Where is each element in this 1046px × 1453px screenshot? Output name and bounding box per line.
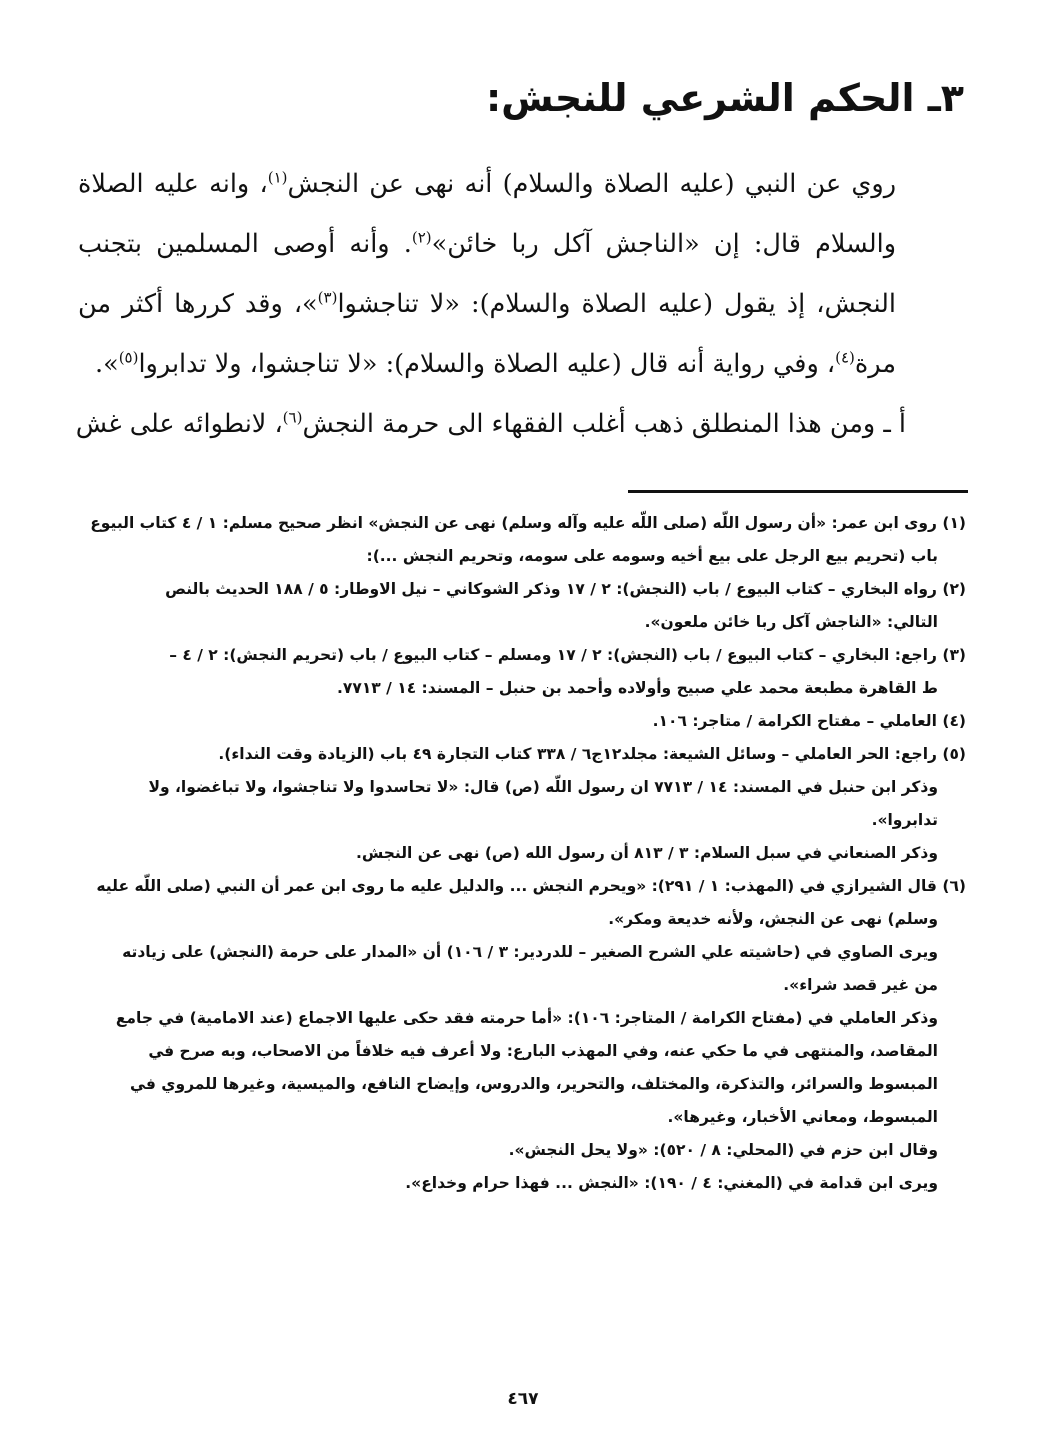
footnote-ref-2[interactable]: (٢): [411, 228, 432, 247]
footnote-2: [78, 573, 966, 639]
footnote-4: [78, 705, 966, 738]
footnote-ref-4[interactable]: (٤): [835, 348, 855, 367]
text-segment: »، وقد كررها أكثر من مرة: [78, 289, 896, 379]
footnote-line: المبسوط، ومعاني الأخبار، وغيرها».: [667, 1108, 938, 1126]
footnote-line: وذكر الصنعاني في سبل السلام: ٣ / ٨١٣ أن رسول الله (ص) نهى عن النجش.: [355, 844, 938, 862]
footnote-line: ويرى ابن قدامة في (المغني: ٤ / ١٩٠): «النجش ... فهذا حرام وخداع».: [405, 1174, 938, 1192]
footnote-line: التالي: «الناجش آكل ربا خائن ملعون».: [644, 613, 938, 631]
text-segment: ».: [94, 349, 119, 379]
text-segment: ، وانه عليه الصلاة والسلام قال: إن «الناجش آكل ربا خائن»: [78, 169, 897, 259]
footnote-line: وسلم) نهى عن النجش، ولأنه خديعة ومكر».: [608, 910, 938, 928]
footnote-line: (٢) رواه البخاري – كتاب البيوع / باب (النجش): ٢ / ١٧ وذكر الشوكاني – نيل الاوطار: ٥ / ١٨٨ الحديث بالنص: [165, 580, 966, 598]
footnote-line: وقال ابن حزم في (المحلي: ٨ / ٥٢٠): «ولا يحل النجش».: [508, 1141, 938, 1159]
text-segment: أ ـ ومن هذا المنطلق ذهب أغلب الفقهاء الى حرمة النجش: [302, 409, 906, 439]
paragraph-2: [75, 394, 966, 454]
footnote-line: (٦) قال الشيرازي في (المهذب: ١ / ٢٩١): «ويحرم النجش ... والدليل عليه ما روى ابن عمر أن النبي (صلى اللّه عليه: [96, 877, 966, 895]
footnote-line: المقاصد، والمنتهى في ما حكي عنه، وفي المهذب البارع: ولا أعرف فيه خلافاً من الاصحاب، وبه صرح في: [148, 1042, 938, 1060]
footnote-6: [78, 870, 966, 1200]
footnote-line: وذكر العاملي في (مفتاح الكرامة / المتاجر: ١٠٦): «أما حرمته فقد حكى عليها الاجماع (عند الامامية) في جامع: [115, 1009, 938, 1027]
footnote-line: المبسوط والسرائر، والتذكرة، والمختلف، والتحرير، والدروس، وإيضاح النافع، والميسية، وغيرها للمروي في: [130, 1075, 938, 1093]
text-segment: ، وفي رواية أنه قال (عليه الصلاة والسلام): «لا تناجشوا، ولا تدابروا: [138, 349, 836, 379]
section-heading: ٣ـ الحكم الشرعي للنجش:: [485, 76, 964, 120]
footnote-line: (٥) راجع: الحر العاملي – وسائل الشيعة: مجلد١٢ج٦ / ٣٣٨ كتاب التجارة ٤٩ باب (الزيادة وقت النداء).: [218, 745, 966, 763]
footnote-3: [78, 639, 966, 705]
text-segment: روي عن النبي (عليه الصلاة والسلام) أنه نهى عن النجش: [287, 169, 897, 199]
footnotes: [78, 507, 966, 1200]
footnote-5: [78, 738, 966, 870]
text-segment: ، لانطوائه على غش: [75, 409, 283, 439]
text-segment: . وأنه أوصى المسلمين بتجنب النجش، إذ يقول (عليه الصلاة والسلام): «لا تناجشوا: [78, 229, 896, 319]
page-number: ٤٦٧: [507, 1389, 539, 1409]
footnote-line: ويرى الصاوي في (حاشيته علي الشرح الصغير – للدردير: ٣ / ١٠٦) أن «المدار على حرمة (النجش) على زيادته: [122, 943, 938, 961]
footnote-ref-6[interactable]: (٦): [282, 408, 303, 427]
footnote-1: [78, 507, 966, 573]
footnote-line: (٣) راجع: البخاري – كتاب البيوع / باب (النجش): ٢ / ١٧ ومسلم – كتاب البيوع / باب (تحريم النجش): ٢ / ٤ –: [169, 646, 966, 664]
footnote-ref-5[interactable]: (٥): [118, 348, 139, 367]
footnote-separator: [628, 490, 968, 493]
footnote-line: باب (تحريم بيع الرجل على بيع أخيه وسومه على سومه، وتحريم النجش ...):: [366, 547, 938, 565]
footnote-line: وذكر ابن حنبل في المسند: ١٤ / ٧٧١٣ ان رسول اللّه (ص) قال: «لا تحاسدوا ولا تناجشوا، ولا تباغضوا، ولا: [148, 778, 938, 796]
main-text: [75, 154, 966, 454]
footnote-line: (٤) العاملي – مفتاح الكرامة / متاجر: ١٠٦.: [652, 712, 966, 730]
footnote-ref-3[interactable]: (٣): [317, 288, 338, 307]
footnote-line: تدابروا».: [871, 811, 938, 829]
footnote-line: من غير قصد شراء».: [783, 976, 938, 994]
footnote-line: (١) روى ابن عمر: «أن رسول اللّه (صلى اللّه عليه وآله وسلم) نهى عن النجش» انظر صحيح مسلم: ١ / ٤ كتاب البيوع: [90, 514, 966, 532]
paragraph-1: [78, 154, 966, 394]
footnote-ref-1[interactable]: (١): [267, 168, 288, 187]
footnote-line: ط القاهرة مطبعة محمد علي صبيح وأولاده وأحمد بن حنبل – المسند: ١٤ / ٧٧١٣.: [337, 679, 938, 697]
